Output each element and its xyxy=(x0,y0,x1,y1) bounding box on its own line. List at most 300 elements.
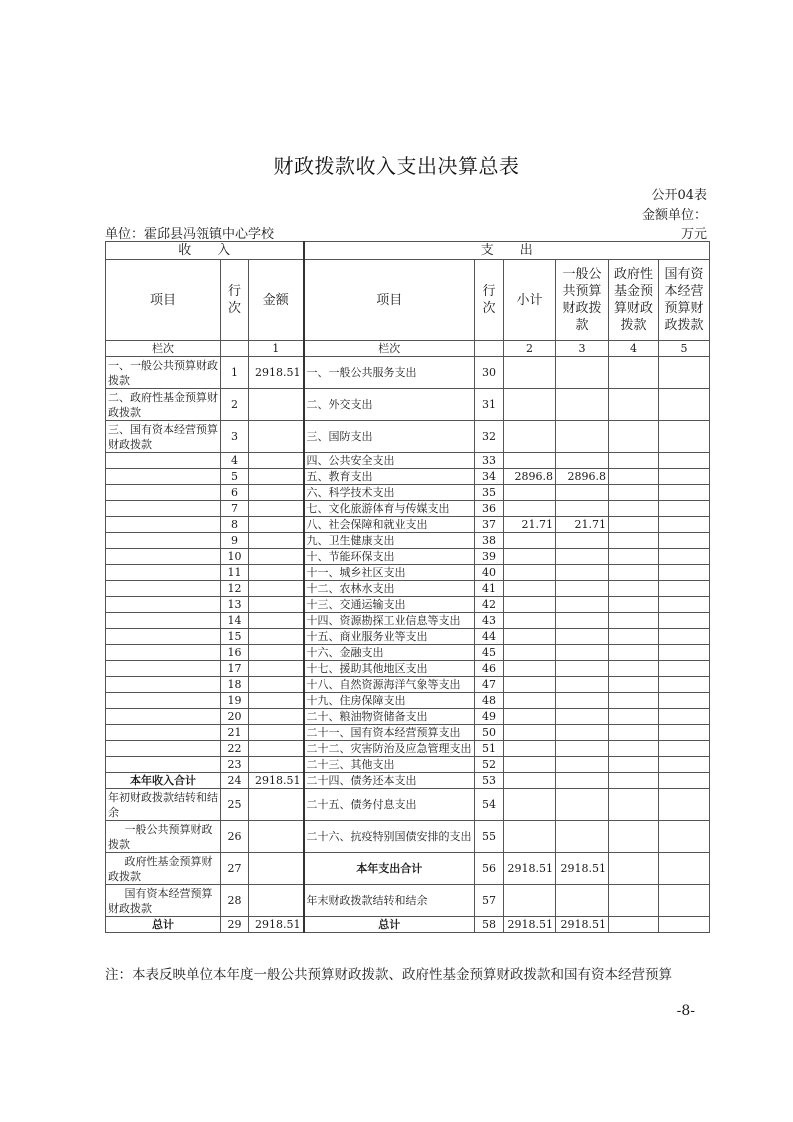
subtotal-cell xyxy=(504,661,556,677)
income-amount-cell: 2918.51 xyxy=(249,917,304,933)
state-capital-cell xyxy=(659,757,710,773)
general-budget-cell xyxy=(556,645,609,661)
expense-row-no-cell: 54 xyxy=(475,789,504,821)
page-number: -8- xyxy=(676,1003,695,1019)
table-row xyxy=(106,453,710,469)
expense-row-no-cell: 40 xyxy=(475,565,504,581)
expense-row-no-cell: 46 xyxy=(475,661,504,677)
income-amount-cell xyxy=(249,469,304,485)
income-amount-cell xyxy=(249,453,304,469)
general-budget-cell xyxy=(556,773,609,789)
state-capital-cell xyxy=(659,661,710,677)
table-row xyxy=(106,613,710,629)
income-item-cell xyxy=(106,709,221,725)
header-group-row xyxy=(106,242,710,260)
gov-fund-cell xyxy=(609,645,659,661)
income-amount-cell xyxy=(249,389,304,421)
expense-row-no-cell: 38 xyxy=(475,533,504,549)
income-amount-header: 金额 xyxy=(249,260,304,341)
amount-unit-label: 金额单位： xyxy=(641,208,707,223)
income-amount-cell xyxy=(249,613,304,629)
col-index-3: 3 xyxy=(556,341,609,357)
income-row-no-cell: 12 xyxy=(221,581,249,597)
table-row xyxy=(106,565,710,581)
expense-item-cell: 十七、援助其他地区支出 xyxy=(304,661,475,677)
subtotal-cell xyxy=(504,389,556,421)
income-item-header: 项目 xyxy=(106,260,221,341)
expense-item-cell: 二十五、债务付息支出 xyxy=(304,789,475,821)
state-capital-cell xyxy=(659,453,710,469)
gov-fund-cell xyxy=(609,677,659,693)
table-row xyxy=(106,357,710,389)
expense-row-no-cell: 49 xyxy=(475,709,504,725)
subtotal-cell xyxy=(504,357,556,389)
gov-fund-cell xyxy=(609,885,659,917)
income-row-no-cell: 14 xyxy=(221,613,249,629)
subtotal-cell xyxy=(504,581,556,597)
income-item-cell xyxy=(106,533,221,549)
subtotal-cell xyxy=(504,773,556,789)
expense-item-header: 项目 xyxy=(304,260,475,341)
table-row xyxy=(106,709,710,725)
income-row-no-cell: 23 xyxy=(221,757,249,773)
table-row xyxy=(106,885,710,917)
subtotal-cell xyxy=(504,565,556,581)
lanci-blank xyxy=(221,341,249,357)
expense-item-cell: 七、文化旅游体育与传媒支出 xyxy=(304,501,475,517)
table-row xyxy=(106,821,710,853)
income-amount-cell: 2918.51 xyxy=(249,773,304,789)
subtotal-cell xyxy=(504,885,556,917)
general-budget-cell xyxy=(556,613,609,629)
general-budget-cell xyxy=(556,485,609,501)
expense-row-no-cell: 34 xyxy=(475,469,504,485)
state-capital-cell xyxy=(659,597,710,613)
unit-label: 单位：霍邱县冯瓴镇中心学校 xyxy=(105,227,275,242)
income-item-cell: 一、一般公共预算财政拨款 xyxy=(106,357,221,389)
general-budget-cell xyxy=(556,421,609,453)
subtotal-cell xyxy=(504,549,556,565)
state-capital-cell xyxy=(659,469,710,485)
expense-row-no-cell: 30 xyxy=(475,357,504,389)
footnote: 注：本表反映单位本年度一般公共预算财政拨款、政府性基金预算财政拨款和国有资本经营预算 xyxy=(105,967,672,983)
gov-fund-cell xyxy=(609,789,659,821)
income-item-cell xyxy=(106,485,221,501)
income-row-no-cell: 17 xyxy=(221,661,249,677)
expense-item-cell: 五、教育支出 xyxy=(304,469,475,485)
gov-fund-cell xyxy=(609,597,659,613)
subtotal-cell xyxy=(504,693,556,709)
subtotal-cell: 2896.8 xyxy=(504,469,556,485)
table-row xyxy=(106,725,710,741)
gov-fund-cell xyxy=(609,389,659,421)
income-row-no-cell: 2 xyxy=(221,389,249,421)
general-budget-cell: 2918.51 xyxy=(556,917,609,933)
gov-fund-cell xyxy=(609,821,659,853)
state-capital-cell xyxy=(659,741,710,757)
income-amount-cell xyxy=(249,597,304,613)
expense-item-cell: 二十三、其他支出 xyxy=(304,757,475,773)
expense-row-no-cell: 47 xyxy=(475,677,504,693)
subtotal-cell xyxy=(504,613,556,629)
income-row-no-cell: 18 xyxy=(221,677,249,693)
income-item-cell xyxy=(106,501,221,517)
gov-fund-cell xyxy=(609,853,659,885)
expense-row-no-cell: 50 xyxy=(475,725,504,741)
income-item-cell xyxy=(106,741,221,757)
expense-row-no-cell: 53 xyxy=(475,773,504,789)
income-item-cell xyxy=(106,581,221,597)
income-row-no-cell: 27 xyxy=(221,853,249,885)
gov-fund-cell xyxy=(609,501,659,517)
expense-item-cell: 十五、商业服务业等支出 xyxy=(304,629,475,645)
expense-item-cell: 六、科学技术支出 xyxy=(304,485,475,501)
state-capital-cell xyxy=(659,549,710,565)
general-budget-cell xyxy=(556,533,609,549)
general-budget-cell xyxy=(556,661,609,677)
gov-fund-cell xyxy=(609,549,659,565)
income-item-cell xyxy=(106,645,221,661)
subtotal-cell xyxy=(504,789,556,821)
gov-fund-cell xyxy=(609,469,659,485)
table-row xyxy=(106,853,710,885)
general-budget-cell xyxy=(556,357,609,389)
table-row xyxy=(106,597,710,613)
subtotal-cell: 2918.51 xyxy=(504,853,556,885)
state-capital-cell xyxy=(659,581,710,597)
expense-row-no-cell: 45 xyxy=(475,645,504,661)
table-row xyxy=(106,773,710,789)
gov-fund-header: 政府性基金预算财政拨款 xyxy=(609,260,659,341)
general-budget-cell xyxy=(556,885,609,917)
expense-row-no-cell: 33 xyxy=(475,453,504,469)
general-budget-header: 一般公共预算财政拨款 xyxy=(556,260,609,341)
expense-row-no-cell: 31 xyxy=(475,389,504,421)
expense-row-no-cell: 51 xyxy=(475,741,504,757)
income-amount-cell xyxy=(249,517,304,533)
income-row-no-cell: 9 xyxy=(221,533,249,549)
state-capital-cell xyxy=(659,885,710,917)
income-row-no-cell: 15 xyxy=(221,629,249,645)
general-budget-cell xyxy=(556,581,609,597)
general-budget-cell: 2896.8 xyxy=(556,469,609,485)
income-item-cell: 二、政府性基金预算财政拨款 xyxy=(106,389,221,421)
table-row xyxy=(106,661,710,677)
subtotal-header: 小计 xyxy=(504,260,556,341)
table-row xyxy=(106,469,710,485)
subtotal-cell xyxy=(504,741,556,757)
state-capital-cell xyxy=(659,853,710,885)
gov-fund-cell xyxy=(609,485,659,501)
header-column-row xyxy=(106,260,710,341)
gov-fund-cell xyxy=(609,581,659,597)
general-budget-cell xyxy=(556,709,609,725)
gov-fund-cell xyxy=(609,629,659,645)
expense-item-cell: 二十二、灾害防治及应急管理支出 xyxy=(304,741,475,757)
general-budget-cell xyxy=(556,757,609,773)
table-row xyxy=(106,421,710,453)
income-item-cell xyxy=(106,757,221,773)
subtotal-cell: 21.71 xyxy=(504,517,556,533)
income-amount-cell xyxy=(249,885,304,917)
expense-item-cell: 年末财政拨款结转和结余 xyxy=(304,885,475,917)
state-capital-cell xyxy=(659,645,710,661)
gov-fund-cell xyxy=(609,693,659,709)
income-amount-cell xyxy=(249,533,304,549)
income-item-cell: 国有资本经营预算财政拨款 xyxy=(106,885,221,917)
table-row xyxy=(106,533,710,549)
state-capital-cell xyxy=(659,357,710,389)
expense-row-no-cell: 41 xyxy=(475,581,504,597)
table-row xyxy=(106,741,710,757)
state-capital-cell xyxy=(659,693,710,709)
income-item-cell xyxy=(106,517,221,533)
expense-item-cell: 十三、交通运输支出 xyxy=(304,597,475,613)
income-item-cell xyxy=(106,629,221,645)
expense-row-no-cell: 48 xyxy=(475,693,504,709)
income-amount-cell xyxy=(249,741,304,757)
income-row-no-cell: 1 xyxy=(221,357,249,389)
table-row xyxy=(106,677,710,693)
income-row-no-cell: 6 xyxy=(221,485,249,501)
expense-item-cell: 九、卫生健康支出 xyxy=(304,533,475,549)
gov-fund-cell xyxy=(609,757,659,773)
gov-fund-cell xyxy=(609,917,659,933)
expense-item-cell: 三、国防支出 xyxy=(304,421,475,453)
income-amount-cell xyxy=(249,485,304,501)
expense-row-no-cell: 32 xyxy=(475,421,504,453)
state-capital-cell xyxy=(659,725,710,741)
income-amount-cell xyxy=(249,645,304,661)
col-index-2: 2 xyxy=(504,341,556,357)
income-item-cell xyxy=(106,565,221,581)
income-row-no-cell: 28 xyxy=(221,885,249,917)
income-item-cell: 三、国有资本经营预算财政拨款 xyxy=(106,421,221,453)
state-capital-cell xyxy=(659,421,710,453)
table-row xyxy=(106,389,710,421)
gov-fund-cell xyxy=(609,517,659,533)
expense-row-no-cell: 44 xyxy=(475,629,504,645)
subtotal-cell xyxy=(504,629,556,645)
gov-fund-cell xyxy=(609,709,659,725)
income-row-no-cell: 16 xyxy=(221,645,249,661)
state-capital-cell xyxy=(659,709,710,725)
income-amount-cell xyxy=(249,661,304,677)
general-budget-cell xyxy=(556,789,609,821)
income-item-cell xyxy=(106,725,221,741)
general-budget-cell xyxy=(556,549,609,565)
col-index-5: 5 xyxy=(659,341,710,357)
expense-item-cell: 十四、资源勘探工业信息等支出 xyxy=(304,613,475,629)
income-item-cell xyxy=(106,613,221,629)
income-group-header: 收 入 xyxy=(106,242,304,260)
expense-item-cell: 八、社会保障和就业支出 xyxy=(304,517,475,533)
general-budget-cell xyxy=(556,693,609,709)
table-row xyxy=(106,757,710,773)
income-item-cell xyxy=(106,677,221,693)
expense-row-no-header: 行次 xyxy=(475,260,504,341)
subtotal-cell xyxy=(504,645,556,661)
state-capital-header: 国有资本经营预算财政拨款 xyxy=(659,260,710,341)
expense-item-cell: 二十、粮油物资储备支出 xyxy=(304,709,475,725)
general-budget-cell xyxy=(556,501,609,517)
page-title: 财政拨款收入支出决算总表 xyxy=(273,154,520,178)
gov-fund-cell xyxy=(609,565,659,581)
general-budget-cell: 21.71 xyxy=(556,517,609,533)
expense-item-cell: 本年支出合计 xyxy=(304,853,475,885)
income-row-no-cell: 7 xyxy=(221,501,249,517)
income-row-no-cell: 24 xyxy=(221,773,249,789)
table-row xyxy=(106,485,710,501)
income-item-cell: 一般公共预算财政拨款 xyxy=(106,821,221,853)
state-capital-cell xyxy=(659,517,710,533)
income-amount-cell xyxy=(249,501,304,517)
table-row xyxy=(106,693,710,709)
subtotal-cell xyxy=(504,533,556,549)
column-index-row xyxy=(106,341,710,357)
subtotal-cell xyxy=(504,725,556,741)
income-amount-cell xyxy=(249,693,304,709)
table-row xyxy=(106,549,710,565)
table-row xyxy=(106,501,710,517)
income-row-no-cell: 10 xyxy=(221,549,249,565)
gov-fund-cell xyxy=(609,661,659,677)
table-row xyxy=(106,629,710,645)
col-index-4: 4 xyxy=(609,341,659,357)
income-amount-cell xyxy=(249,725,304,741)
state-capital-cell xyxy=(659,789,710,821)
subtotal-cell xyxy=(504,453,556,469)
income-row-no-cell: 13 xyxy=(221,597,249,613)
income-item-cell xyxy=(106,693,221,709)
income-item-cell xyxy=(106,453,221,469)
general-budget-cell xyxy=(556,565,609,581)
income-row-no-cell: 25 xyxy=(221,789,249,821)
subtotal-cell xyxy=(504,677,556,693)
income-amount-cell xyxy=(249,565,304,581)
gov-fund-cell xyxy=(609,453,659,469)
subtotal-cell xyxy=(504,757,556,773)
income-item-cell: 本年收入合计 xyxy=(106,773,221,789)
expense-row-no-cell: 55 xyxy=(475,821,504,853)
state-capital-cell xyxy=(659,565,710,581)
gov-fund-cell xyxy=(609,725,659,741)
income-amount-cell xyxy=(249,421,304,453)
table-row xyxy=(106,645,710,661)
gov-fund-cell xyxy=(609,613,659,629)
expense-item-cell: 二十一、国有资本经营预算支出 xyxy=(304,725,475,741)
col-index-1: 1 xyxy=(249,341,304,357)
income-row-no-cell: 11 xyxy=(221,565,249,581)
expense-row-no-cell: 35 xyxy=(475,485,504,501)
expense-item-cell: 十、节能环保支出 xyxy=(304,549,475,565)
state-capital-cell xyxy=(659,917,710,933)
income-row-no-cell: 22 xyxy=(221,741,249,757)
expense-row-no-cell: 57 xyxy=(475,885,504,917)
income-row-no-cell: 19 xyxy=(221,693,249,709)
income-row-no-cell: 4 xyxy=(221,453,249,469)
income-row-no-cell: 29 xyxy=(221,917,249,933)
lanci-blank xyxy=(475,341,504,357)
expense-row-no-cell: 42 xyxy=(475,597,504,613)
state-capital-cell xyxy=(659,389,710,421)
expense-row-no-cell: 39 xyxy=(475,549,504,565)
general-budget-cell xyxy=(556,597,609,613)
expense-item-cell: 十九、住房保障支出 xyxy=(304,693,475,709)
form-code: 公开04表 xyxy=(651,188,707,203)
general-budget-cell xyxy=(556,677,609,693)
income-amount-cell xyxy=(249,549,304,565)
lanci-label: 栏次 xyxy=(106,341,221,357)
income-item-cell xyxy=(106,549,221,565)
expense-item-cell: 十二、农林水支出 xyxy=(304,581,475,597)
expense-item-cell: 一、一般公共服务支出 xyxy=(304,357,475,389)
state-capital-cell xyxy=(659,485,710,501)
income-amount-cell xyxy=(249,789,304,821)
expense-item-cell: 十一、城乡社区支出 xyxy=(304,565,475,581)
general-budget-cell xyxy=(556,389,609,421)
general-budget-cell xyxy=(556,629,609,645)
general-budget-cell xyxy=(556,725,609,741)
expense-item-cell: 总计 xyxy=(304,917,475,933)
table-row xyxy=(106,917,710,933)
gov-fund-cell xyxy=(609,533,659,549)
expense-row-no-cell: 37 xyxy=(475,517,504,533)
expense-item-cell: 二十四、债务还本支出 xyxy=(304,773,475,789)
subtotal-cell xyxy=(504,485,556,501)
subtotal-cell xyxy=(504,501,556,517)
general-budget-cell xyxy=(556,741,609,757)
income-row-no-cell: 26 xyxy=(221,821,249,853)
subtotal-cell xyxy=(504,709,556,725)
state-capital-cell xyxy=(659,613,710,629)
income-item-cell: 年初财政拨款结转和结余 xyxy=(106,789,221,821)
income-amount-cell xyxy=(249,581,304,597)
state-capital-cell xyxy=(659,677,710,693)
expense-row-no-cell: 58 xyxy=(475,917,504,933)
expense-row-no-cell: 52 xyxy=(475,757,504,773)
income-amount-cell xyxy=(249,757,304,773)
lanci-label: 栏次 xyxy=(304,341,475,357)
income-amount-cell xyxy=(249,853,304,885)
income-row-no-cell: 3 xyxy=(221,421,249,453)
subtotal-cell xyxy=(504,421,556,453)
fiscal-summary-table xyxy=(105,241,710,933)
income-item-cell: 总计 xyxy=(106,917,221,933)
amount-unit-value: 万元 xyxy=(680,227,707,242)
income-amount-cell xyxy=(249,629,304,645)
income-amount-cell xyxy=(249,709,304,725)
table-row xyxy=(106,581,710,597)
expense-item-cell: 二、外交支出 xyxy=(304,389,475,421)
state-capital-cell xyxy=(659,501,710,517)
income-row-no-cell: 8 xyxy=(221,517,249,533)
general-budget-cell: 2918.51 xyxy=(556,853,609,885)
subtotal-cell xyxy=(504,597,556,613)
gov-fund-cell xyxy=(609,741,659,757)
expense-row-no-cell: 43 xyxy=(475,613,504,629)
income-item-cell xyxy=(106,661,221,677)
income-row-no-cell: 5 xyxy=(221,469,249,485)
table-row xyxy=(106,789,710,821)
subtotal-cell: 2918.51 xyxy=(504,917,556,933)
state-capital-cell xyxy=(659,821,710,853)
income-amount-cell xyxy=(249,677,304,693)
expense-item-cell: 十八、自然资源海洋气象等支出 xyxy=(304,677,475,693)
income-row-no-cell: 20 xyxy=(221,709,249,725)
gov-fund-cell xyxy=(609,357,659,389)
income-item-cell: 政府性基金预算财政拨款 xyxy=(106,853,221,885)
